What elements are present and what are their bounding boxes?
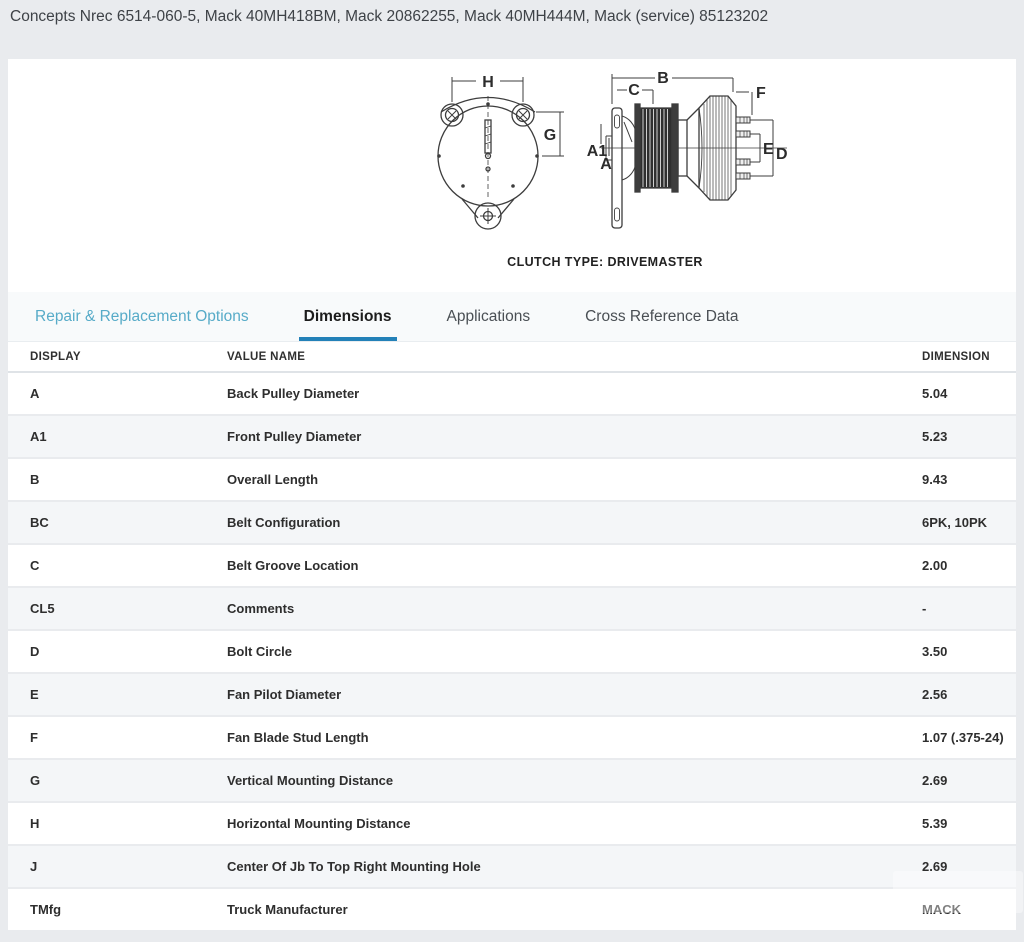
table-row [8, 545, 1016, 588]
front-view-dimensions [452, 77, 564, 156]
row-value-name: Bolt Circle [227, 644, 293, 659]
row-display-code: E [30, 687, 39, 702]
dim-label-e: E [763, 141, 774, 158]
row-display-code: B [30, 472, 40, 487]
row-display-code: H [30, 816, 40, 831]
row-value-name: Belt Configuration [227, 515, 341, 530]
row-display-code: CL5 [30, 601, 55, 616]
table-row [8, 803, 1016, 846]
row-dimension-value: - [922, 601, 927, 616]
row-display-code: A [30, 386, 40, 401]
dim-label-h: H [482, 74, 494, 91]
row-dimension-value: 6PK, 10PK [922, 515, 988, 530]
row-dimension-value: 2.69 [922, 859, 948, 874]
row-value-name: Truck Manufacturer [227, 902, 348, 917]
row-value-name: Fan Blade Stud Length [227, 730, 369, 745]
tab-label: Applications [446, 307, 531, 325]
row-dimension-value: 5.23 [922, 429, 948, 444]
column-header-dimension: DIMENSION [922, 350, 990, 363]
dim-label-d: D [776, 146, 788, 163]
tab-bar [8, 292, 1016, 342]
row-display-code: J [30, 859, 38, 874]
row-value-name: Comments [227, 601, 295, 616]
column-header-value-name: VALUE NAME [227, 350, 306, 363]
row-value-name: Center Of Jb To Top Right Mounting Hole [227, 859, 481, 874]
diagram-caption: CLUTCH TYPE: DRIVEMASTER [507, 255, 703, 269]
dim-label-a: A [600, 156, 612, 173]
row-dimension-value: MACK [922, 902, 961, 917]
part-numbers-text: Concepts Nrec 6514-060-5, Mack 40MH418BM, Mack 20862255, Mack 40MH444M, Mack (service) 85123202 [10, 8, 769, 25]
row-display-code: C [30, 558, 40, 573]
part-numbers-bar [0, 0, 1024, 59]
front-view [437, 96, 539, 229]
table-row [8, 631, 1016, 674]
table-row [8, 459, 1016, 502]
dim-label-c: C [628, 82, 640, 99]
table-row [8, 846, 1016, 889]
table-row [8, 502, 1016, 545]
row-dimension-value: 2.69 [922, 773, 948, 788]
table-body [8, 373, 1016, 932]
content-card [8, 59, 1016, 932]
row-display-code: D [30, 644, 40, 659]
row-dimension-value: 1.07 (.375-24) [922, 730, 1004, 745]
row-display-code: A1 [30, 429, 47, 444]
row-value-name: Overall Length [227, 472, 319, 487]
tab-cross-reference-data[interactable] [580, 292, 743, 341]
row-dimension-value: 5.39 [922, 816, 948, 831]
row-value-name: Fan Pilot Diameter [227, 687, 342, 702]
column-header-display: DISPLAY [30, 350, 81, 363]
row-value-name: Belt Groove Location [227, 558, 359, 573]
row-display-code: TMfg [30, 902, 62, 917]
tab-label: Cross Reference Data [585, 307, 739, 325]
table-row [8, 717, 1016, 760]
table-row [8, 416, 1016, 459]
dim-label-a1: A1 [586, 143, 608, 160]
table-row [8, 760, 1016, 803]
row-value-name: Back Pulley Diameter [227, 386, 360, 401]
dimensions-table [8, 342, 1016, 932]
table-row [8, 588, 1016, 631]
row-dimension-value: 3.50 [922, 644, 948, 659]
clutch-diagram [415, 68, 795, 243]
tab-repair-replacement-options[interactable] [30, 292, 254, 341]
table-row [8, 674, 1016, 717]
tab-dimensions[interactable] [299, 292, 397, 341]
row-dimension-value: 2.00 [922, 558, 948, 573]
row-display-code: F [30, 730, 38, 745]
tab-label: Dimensions [303, 307, 392, 325]
table-row [8, 373, 1016, 416]
row-display-code: G [30, 773, 41, 788]
row-dimension-value: 5.04 [922, 386, 948, 401]
dim-label-b: B [657, 70, 669, 87]
diagram-zone [8, 59, 1016, 292]
row-dimension-value: 9.43 [922, 472, 948, 487]
table-row [8, 889, 1016, 932]
dim-label-f: F [756, 85, 766, 102]
row-display-code: BC [30, 515, 49, 530]
row-value-name: Front Pulley Diameter [227, 429, 362, 444]
tab-applications[interactable] [442, 292, 536, 341]
row-value-name: Horizontal Mounting Distance [227, 816, 411, 831]
table-header-row [8, 342, 1016, 373]
dim-label-g: G [543, 127, 557, 144]
tab-label: Repair & Replacement Options [35, 307, 249, 325]
row-value-name: Vertical Mounting Distance [227, 773, 394, 788]
row-dimension-value: 2.56 [922, 687, 948, 702]
